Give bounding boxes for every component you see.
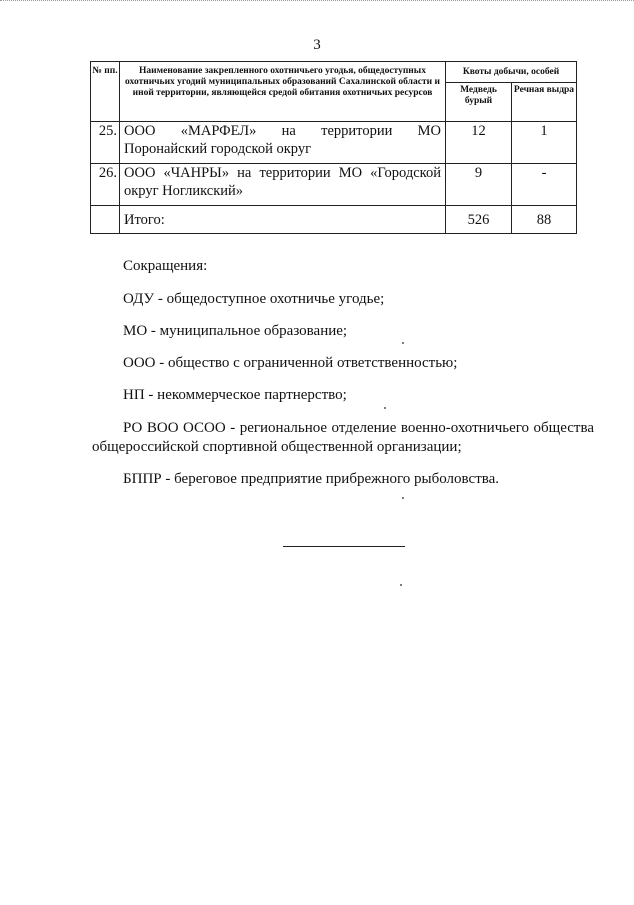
abbreviation-item: МО - муниципальное образование; [123,323,348,339]
abbreviation-item: НП - некоммерческое партнерство; [123,387,347,403]
abbreviation-item: БППР - береговое предприятие прибрежного рыболовства. [123,471,500,487]
abbreviations-title: Сокращения: [123,258,208,274]
total-bear: 526 [446,206,512,234]
scan-speck [402,342,404,344]
header-quota: Квоты добычи, особей [446,62,577,83]
row-otter: - [512,164,577,206]
end-rule [283,546,405,547]
row-bear: 9 [446,164,512,206]
row-num: 26. [91,164,120,206]
row-name: ООО «ЧАНРЫ» на территории МО «Городской округ Ногликский» [120,164,446,206]
header-num: № пп. [91,62,120,122]
total-row [91,206,577,234]
page-number: 3 [313,37,321,53]
abbreviation-item: РО ВОО ОСОО - региональное отделение военно-охотничьего общества общероссийской спортивной общественной организации; [92,420,594,455]
scan-speck [384,407,386,409]
row-bear: 12 [446,122,512,164]
table-row [91,122,577,164]
header-name: Наименование закрепленного охотничьего угодья, общедоступных охотничьих угодий муниципальных образований Сахалинской области и иной территории, являющейся средой обитания охотничьих ресурсов [120,62,446,122]
total-label: Итого: [120,206,446,234]
abbreviation-item: ООО - общество с ограниченной ответственностью; [123,355,458,371]
total-empty-cell [91,206,120,234]
header-otter: Речная выдра [512,83,577,122]
total-otter: 88 [512,206,577,234]
scan-speck [402,497,404,499]
abbreviation-item: ОДУ - общедоступное охотничье угодье; [123,291,385,307]
quota-table [90,61,577,234]
row-otter: 1 [512,122,577,164]
row-num: 25. [91,122,120,164]
scan-speck [400,584,402,586]
table-row [91,164,577,206]
scan-edge [0,0,634,4]
row-name: ООО «МАРФЕЛ» на территории МО Поронайский городской округ [120,122,446,164]
header-bear: Медведь бурый [446,83,512,122]
